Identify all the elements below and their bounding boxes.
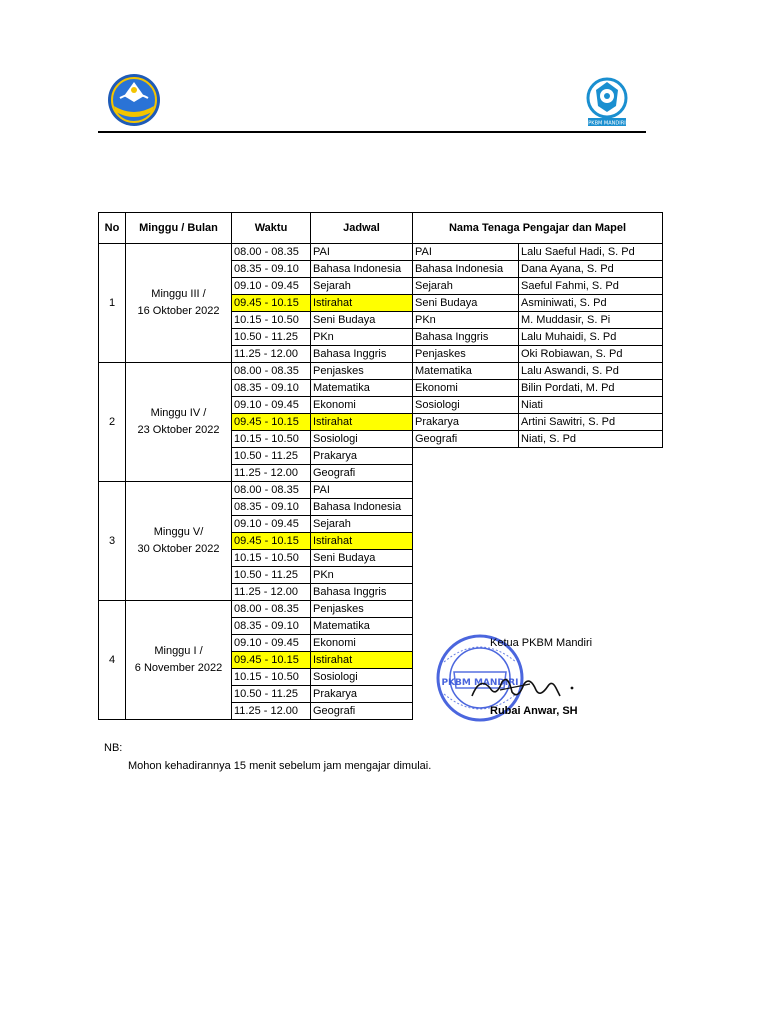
time-cell: 10.50 - 11.25 <box>232 448 311 465</box>
table-row <box>99 482 663 499</box>
subject-cell: Matematika <box>311 380 413 397</box>
table-row <box>99 244 663 261</box>
teacher-name: Lalu Saeful Hadi, S. Pd <box>519 244 663 261</box>
subject-cell: PKn <box>311 329 413 346</box>
break-time-cell: 09.45 - 10.15 <box>232 295 311 312</box>
subject-cell: Prakarya <box>311 686 413 703</box>
break-subject-cell: Istirahat <box>311 652 413 669</box>
teacher-name: Artini Sawitri, S. Pd <box>519 414 663 431</box>
break-subject-cell: Istirahat <box>311 533 413 550</box>
subject-cell: Prakarya <box>311 448 413 465</box>
break-subject-cell: Istirahat <box>311 295 413 312</box>
table-header-row <box>99 213 663 244</box>
time-cell: 11.25 - 12.00 <box>232 584 311 601</box>
teacher-name: Niati, S. Pd <box>519 431 663 448</box>
header-no: No <box>99 213 126 244</box>
pkbm-mandiri-logo <box>582 76 632 128</box>
note-label: NB: <box>104 742 123 754</box>
handwritten-signature <box>470 670 580 704</box>
subject-cell: Sosiologi <box>311 431 413 448</box>
break-time-cell: 09.45 - 10.15 <box>232 533 311 550</box>
week-label: Minggu I / 6 November 2022 <box>126 601 232 720</box>
time-cell: 09.10 - 09.45 <box>232 516 311 533</box>
time-cell: 08.35 - 09.10 <box>232 380 311 397</box>
time-cell: 08.00 - 08.35 <box>232 363 311 380</box>
time-cell: 08.00 - 08.35 <box>232 482 311 499</box>
teacher-name: Asminiwati, S. Pd <box>519 295 663 312</box>
table-row <box>99 601 663 618</box>
teacher-subject: Matematika <box>413 363 519 380</box>
subject-cell: Bahasa Indonesia <box>311 261 413 278</box>
teacher-subject: Penjaskes <box>413 346 519 363</box>
teacher-subject: Sosiologi <box>413 397 519 414</box>
teacher-subject: PKn <box>413 312 519 329</box>
teacher-subject: Sejarah <box>413 278 519 295</box>
time-cell: 08.35 - 09.10 <box>232 618 311 635</box>
subject-cell: Matematika <box>311 618 413 635</box>
time-cell: 10.15 - 10.50 <box>232 550 311 567</box>
teacher-subject: PAI <box>413 244 519 261</box>
subject-cell: PKn <box>311 567 413 584</box>
teacher-name: Dana Ayana, S. Pd <box>519 261 663 278</box>
subject-cell: PAI <box>311 244 413 261</box>
subject-cell: Seni Budaya <box>311 312 413 329</box>
header-week: Minggu / Bulan <box>126 213 232 244</box>
break-time-cell: 09.45 - 10.15 <box>232 414 311 431</box>
header-schedule: Jadwal <box>311 213 413 244</box>
header-time: Waktu <box>232 213 311 244</box>
time-cell: 10.15 - 10.50 <box>232 669 311 686</box>
teacher-name: Lalu Aswandi, S. Pd <box>519 363 663 380</box>
header-teachers: Nama Tenaga Pengajar dan Mapel <box>413 213 663 244</box>
teacher-name: M. Muddasir, S. Pi <box>519 312 663 329</box>
time-cell: 08.35 - 09.10 <box>232 499 311 516</box>
time-cell: 08.00 - 08.35 <box>232 601 311 618</box>
week-number: 3 <box>99 482 126 601</box>
time-cell: 10.15 - 10.50 <box>232 431 311 448</box>
subject-cell: Ekonomi <box>311 397 413 414</box>
subject-cell: Bahasa Inggris <box>311 346 413 363</box>
time-cell: 10.50 - 11.25 <box>232 567 311 584</box>
week-label: Minggu V/ 30 Oktober 2022 <box>126 482 232 601</box>
week-number: 2 <box>99 363 126 482</box>
time-cell: 09.10 - 09.45 <box>232 278 311 295</box>
teacher-name: Lalu Muhaidi, S. Pd <box>519 329 663 346</box>
subject-cell: PAI <box>311 482 413 499</box>
subject-cell: Geografi <box>311 465 413 482</box>
time-cell: 10.50 - 11.25 <box>232 329 311 346</box>
week-label: Minggu III / 16 Oktober 2022 <box>126 244 232 363</box>
note-text: Mohon kehadirannya 15 menit sebelum jam mengajar dimulai. <box>128 760 432 772</box>
subject-cell: Bahasa Indonesia <box>311 499 413 516</box>
subject-cell: Bahasa Inggris <box>311 584 413 601</box>
time-cell: 11.25 - 12.00 <box>232 346 311 363</box>
time-cell: 09.10 - 09.45 <box>232 397 311 414</box>
time-cell: 11.25 - 12.00 <box>232 703 311 720</box>
signer-name: Rubai Anwar, SH <box>490 705 578 717</box>
subject-cell: Sosiologi <box>311 669 413 686</box>
subject-cell: Penjaskes <box>311 363 413 380</box>
header-divider <box>98 131 646 133</box>
time-cell: 08.00 - 08.35 <box>232 244 311 261</box>
pkbm-logo-text: PKBM MANDIRI <box>588 120 626 127</box>
week-number: 4 <box>99 601 126 720</box>
break-subject-cell: Istirahat <box>311 414 413 431</box>
table-row <box>99 363 663 380</box>
teacher-name: Saeful Fahmi, S. Pd <box>519 278 663 295</box>
teacher-subject: Ekonomi <box>413 380 519 397</box>
subject-cell: Geografi <box>311 703 413 720</box>
teacher-name: Oki Robiawan, S. Pd <box>519 346 663 363</box>
teacher-name: Bilin Pordati, M. Pd <box>519 380 663 397</box>
time-cell: 08.35 - 09.10 <box>232 261 311 278</box>
subject-cell: Seni Budaya <box>311 550 413 567</box>
time-cell: 10.50 - 11.25 <box>232 686 311 703</box>
teacher-name: Niati <box>519 397 663 414</box>
time-cell: 11.25 - 12.00 <box>232 465 311 482</box>
teacher-subject: Geografi <box>413 431 519 448</box>
tut-wuri-handayani-logo <box>104 72 164 128</box>
subject-cell: Ekonomi <box>311 635 413 652</box>
subject-cell: Penjaskes <box>311 601 413 618</box>
teacher-subject: Bahasa Inggris <box>413 329 519 346</box>
time-cell: 10.15 - 10.50 <box>232 312 311 329</box>
week-label: Minggu IV / 23 Oktober 2022 <box>126 363 232 482</box>
stamp-text: PKBM MANDIRI <box>441 678 519 688</box>
subject-cell: Sejarah <box>311 516 413 533</box>
time-cell: 09.10 - 09.45 <box>232 635 311 652</box>
teacher-subject: Bahasa Indonesia <box>413 261 519 278</box>
teacher-subject: Seni Budaya <box>413 295 519 312</box>
week-number: 1 <box>99 244 126 363</box>
signer-title: Ketua PKBM Mandiri <box>490 637 593 649</box>
break-time-cell: 09.45 - 10.15 <box>232 652 311 669</box>
subject-cell: Sejarah <box>311 278 413 295</box>
teacher-subject: Prakarya <box>413 414 519 431</box>
